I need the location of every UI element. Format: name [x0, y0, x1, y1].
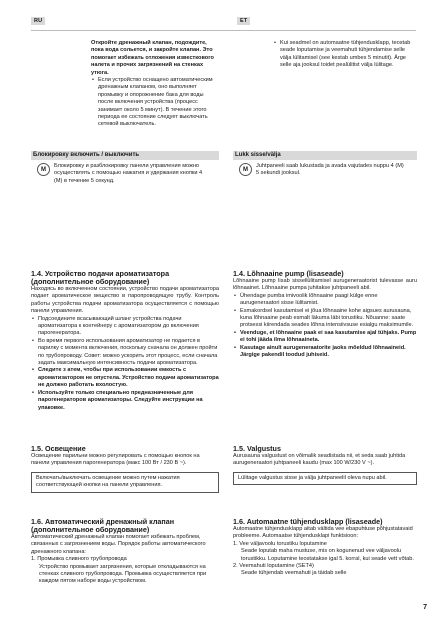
et-drain-step-1-text: Seade loputab maha mustuse, mis on kogunenud vee väljavoolu torustikku. Loputamine teostatakse igal 5. korral, kui seade vett võtab.	[241, 548, 414, 562]
ru-lock-section	[31, 151, 219, 185]
et-lighting-note-text: Lülitage valgustus sisse ja välja juhtpaneelil oleva nupu abil.	[238, 474, 387, 481]
language-tab-ru: RU	[31, 17, 45, 25]
ru-drain-step-text: Устройство промывает загрязнения, которые откладываются на стенках сливного трубопровода. Промывка осуществляется при каждом пятом наборе воды устройством.	[39, 563, 207, 585]
et-top-bullet: • Kui seadmel on automaatne tühjendusklapp, teostab seade loputamise ja veemahuti tühjendamise selle välja lülitamisel (see kestab umbes 5 minutit). Ärge selle aja jooksul toidet pealülitist välja lülitage.	[280, 40, 413, 70]
et-lock-text: Juhtpaneeli saab lukustada ja avada vajutades nuppu 4 (M) 5 sekundi jooksul.	[256, 163, 404, 177]
ru-section-1-5	[31, 445, 219, 493]
et-section-1-4-bullets	[233, 293, 417, 360]
language-tab-et: ET	[237, 17, 250, 25]
ru-section-1-4-intro: Находясь во включенном состоянии, устройство подачи ароматизатора подает ароматическое вещество в паропроводящую трубу. Контроль работы устройства подачи ароматизатора осуществляется с помощью панели управления.	[31, 286, 219, 315]
ru-top-bold-text: Откройте дренажный клапан, подождите, пока вода сольется, и закройте клапан. Это помогает избежать отложения известкового налета и прочих загрязнений на стенках утюга.	[91, 40, 214, 76]
ru-bold-bullet-1: • Следите з атем, чтобы при использовании емкость с ароматизатором не опустела. Устройство подачи ароматизатора не должно работать вхолостую.	[38, 367, 219, 389]
ru-top-bullet: • Если устройство оснащено автоматическим дренажным клапаном, оно выполняет промывку и опорожнение бака для воды после включения устройства (процесс занимает около 5 минут). В течение этого периода ее состояние следует выключать сетевой выключатель.	[98, 77, 219, 129]
ru-lock-text: Блокировку и разблокировку панели управления можно осуществлять с помощью нажатия и удержания кнопки 4 (M) в течение 5 секунд.	[54, 163, 203, 184]
et-section-1-4-title: 1.4. Lõhnaaine pump (lisaseade)	[233, 269, 344, 278]
lock-button-icon-label: M	[41, 166, 46, 173]
ru-lighting-note-text: Включать/выключать освещение можно путем нажатия соответствующей кнопки на панели управления.	[36, 474, 180, 489]
et-bullet-2: • Esmakordsel kasutamisel ei jõua lõhnaaine kohe aigsues aurusauna, kuna lõhnaaine peab esmalt läkuma läbi torustiku. Nõuanne: saate protsessi kiirendada seades lõhna intensiivsuse esialgu maksimumile.	[240, 308, 417, 330]
ru-section-1-4	[31, 270, 219, 412]
ru-lock-row	[31, 163, 219, 185]
et-section-1-6-title: 1.6. Automaatne tühjendusklapp (lisaseade)	[233, 517, 383, 526]
lock-button-icon	[239, 163, 252, 176]
ru-bullet-1: • Подсоедините всасывающий шланг устройства подачи ароматизатора к контейнеру с ароматизатором до включения парогенератора.	[38, 316, 219, 338]
page-number: 7	[423, 604, 427, 611]
ru-top-bullet-list	[91, 77, 219, 129]
et-drain-step-1-title: 1. Vee väljavoolu torustiku loputamine	[233, 540, 327, 547]
et-lock-title: Lukk sisse/välja	[233, 151, 417, 160]
lock-button-icon	[37, 163, 50, 176]
ru-bullet-2: • Во время первого использования ароматизатор не подается в парилку с момента включения, поскольку сначала он должен пройти по трубопроводу. Совет: можно ускорить этот процесс, если сначала задать максимальную интенсивность подачи ароматизатора.	[38, 338, 219, 368]
et-bold-bullet-1: • Veenduge, et lõhnaaine paak ei saa kasutamise ajal tühjaks. Pump ei tohi jääda ilma lõhnaaineta.	[240, 330, 417, 345]
et-top-block	[237, 40, 417, 70]
ru-section-1-6-intro: Автоматический дренажный клапан помогает избежать проблем, связанных с загрязнением воды. Порядок работы автоматического дренажного клапана:	[31, 534, 206, 555]
ru-section-1-4-title: 1.4. Устройство подачи ароматизатора (дополнительное оборудование)	[31, 269, 170, 286]
et-section-1-5-title: 1.5. Valgustus	[233, 444, 281, 453]
et-lock-row	[233, 163, 417, 178]
et-bold-bullet-2: • Kasutage ainult aurugeneraatorite jaoks mõeldud lõhnaaineid. Järgige pakendil toodud juhiseid.	[240, 345, 417, 360]
ru-section-1-4-bullets	[31, 316, 219, 412]
et-top-notes	[273, 40, 413, 70]
et-lighting-note	[233, 472, 417, 485]
et-section-1-6-intro: Automaatne tühjendusklapp aitab vältida vee ebapuhtuse põhjustatavaid probleeme. Automaatse tühjendusklapi funktsioon:	[233, 526, 413, 540]
et-section-1-4-intro: Lõhnaaine pump lisab sissellülitamisel aurugeneraatorist tulevasse auru lõhnaainet. Lõhnaaine pumpa juhitakse juhtpaneeli abil.	[233, 278, 417, 292]
ru-lock-title: Блокировку включить / выключить	[31, 151, 219, 160]
et-drain-step-2-title: 2. Veemahuti loputamine (SET4)	[233, 563, 314, 570]
ru-drain-step-title: 1. Промывка сливного трубопровода	[31, 556, 127, 563]
et-section-1-4	[233, 270, 417, 359]
ru-section-1-5-title: 1.5. Освещение	[31, 444, 86, 453]
et-lock-section	[233, 151, 417, 178]
ru-section-1-6	[31, 518, 219, 586]
ru-top-block	[31, 40, 219, 129]
ru-section-1-5-text: Освещение парильни можно регулировать с помощью кнопок на панели управления парогенератора (макс 100 Вт / 230 В ~).	[31, 453, 200, 467]
et-top-bullet-list	[273, 40, 413, 70]
lock-button-icon-label: M	[243, 166, 248, 173]
et-section-1-5-text: Aurusauna valgustust on võimalik seadistada nii, et seda saab juhtida aurugeneraatori juhtpaneeli kaudu (max 100 W/230 V ~).	[233, 453, 406, 467]
et-drain-step-2-text: Seade tühjendab veemahuti ja täidab selle	[241, 570, 347, 577]
et-section-1-5	[233, 445, 417, 485]
et-bullet-1: • Ühendage pumba imivoolik lõhnaaine paagi külge enne aurugeneraatori sisse lülitamist.	[240, 293, 417, 308]
ru-lighting-note	[31, 472, 219, 493]
ru-section-1-6-title: 1.6. Автоматический дренажный клапан (дополнительное оборудование)	[31, 517, 175, 534]
ru-top-notes	[91, 40, 219, 129]
ru-bold-bullet-2: • Используйте только специально предназначенные для парогенераторов ароматизаторы. Следуйте инструкции на упаковке.	[38, 390, 219, 412]
et-section-1-6	[233, 518, 417, 578]
header-divider	[31, 30, 416, 31]
